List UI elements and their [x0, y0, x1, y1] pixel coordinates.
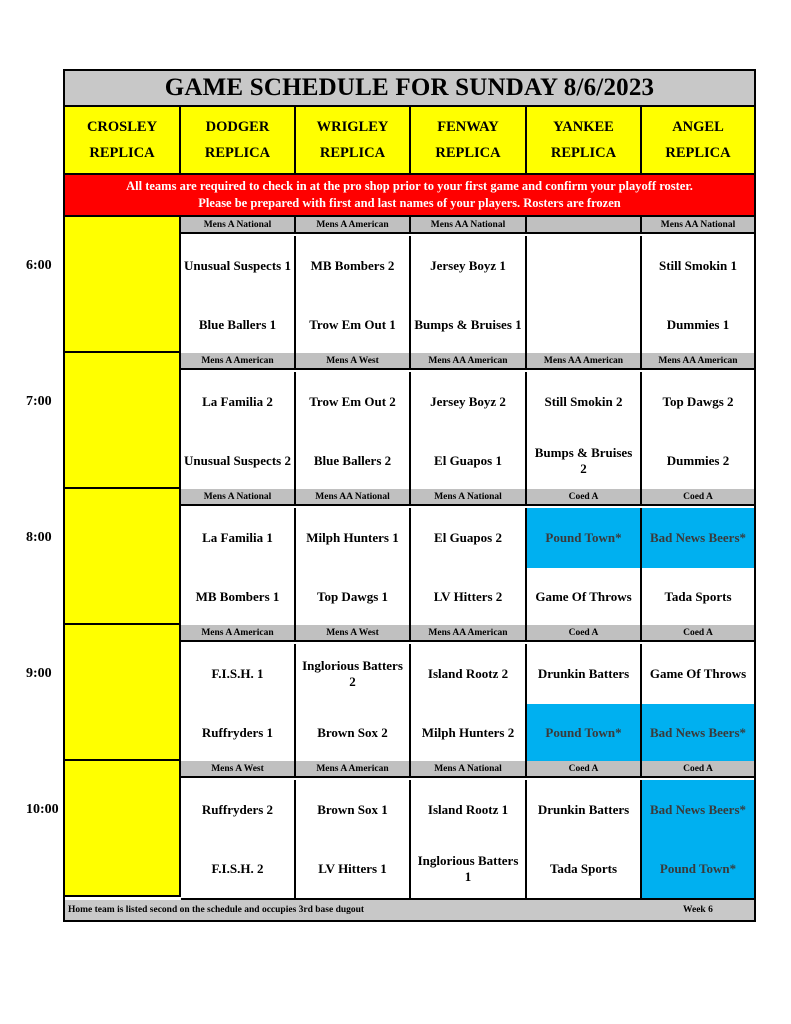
game-team-cell	[411, 372, 527, 432]
game-team-cell	[642, 704, 754, 764]
division-label: Coed A	[642, 625, 754, 642]
game-team-cell	[181, 508, 296, 568]
team-name: F.I.S.H. 1	[211, 666, 264, 681]
game-team-cell	[181, 296, 296, 356]
team-name: LV Hitters 1	[318, 861, 387, 876]
team-name: Jersey Boyz 2	[430, 394, 506, 409]
game-team-cell	[411, 508, 527, 568]
game-team-cell	[527, 644, 642, 704]
team-name: Inglorious Batters 1	[417, 853, 519, 884]
division-label: Mens A National	[411, 489, 527, 506]
game-team-cell	[296, 432, 411, 492]
team-name: El Guapos 2	[434, 530, 502, 545]
field-header-angel	[642, 107, 754, 175]
game-team-cell	[527, 296, 642, 356]
game-team-cell	[411, 704, 527, 764]
game-team-cell	[411, 780, 527, 840]
division-label: Mens A National	[411, 761, 527, 778]
team-name: Drunkin Batters	[537, 666, 630, 681]
time-slot-block	[65, 353, 181, 489]
team-name: Pound Town*	[545, 530, 622, 545]
game-team-cell	[181, 840, 296, 900]
game-team-cell	[411, 432, 527, 492]
notice-line-2: Please be prepared with first and last names of your players. Rosters are frozen	[198, 196, 621, 210]
division-label: Mens A American	[296, 761, 411, 778]
team-name: MB Bombers 2	[310, 258, 395, 273]
game-team-cell	[181, 432, 296, 492]
time-slot-block	[65, 625, 181, 761]
division-label: Mens AA National	[411, 217, 527, 234]
footer-bar	[65, 900, 754, 920]
division-label: Coed A	[642, 761, 754, 778]
page-title: GAME SCHEDULE FOR SUNDAY 8/6/2023	[65, 71, 754, 107]
schedule-sheet	[63, 69, 756, 922]
team-name: Game Of Throws	[649, 666, 747, 681]
team-name: La Familia 1	[202, 530, 273, 545]
team-name: Tada Sports	[549, 861, 618, 876]
team-name: Top Dawgs 2	[662, 394, 734, 409]
division-label: Mens AA American	[642, 353, 754, 370]
field-name: DODGER	[205, 119, 270, 135]
game-team-cell	[181, 236, 296, 296]
game-team-cell	[642, 236, 754, 296]
team-name: Dummies 1	[666, 317, 730, 332]
game-team-cell	[411, 644, 527, 704]
team-name: Still Smokin 1	[658, 258, 738, 273]
team-name: Brown Sox 1	[317, 802, 388, 817]
time-slot-block	[65, 489, 181, 625]
game-team-cell	[527, 840, 642, 900]
game-team-cell	[296, 236, 411, 296]
game-team-cell	[411, 296, 527, 356]
home-team-note: Home team is listed second on the schedule and occupies 3rd base dugout	[68, 905, 365, 915]
field-subtitle: REPLICA	[550, 145, 617, 161]
team-name: Trow Em Out 1	[309, 317, 396, 332]
team-name: Trow Em Out 2	[309, 394, 396, 409]
team-name: Island Rootz 1	[427, 802, 509, 817]
game-team-cell	[642, 508, 754, 568]
team-name: Milph Hunters 1	[306, 530, 399, 545]
game-team-cell	[296, 372, 411, 432]
division-label: Mens AA American	[411, 625, 527, 642]
field-name: CROSLEY	[86, 119, 158, 135]
game-team-cell	[411, 236, 527, 296]
game-team-cell	[181, 780, 296, 840]
check-in-notice	[65, 175, 754, 217]
game-team-cell	[527, 704, 642, 764]
game-team-cell	[296, 704, 411, 764]
field-subtitle: REPLICA	[435, 145, 501, 161]
team-name: Bad News Beers*	[649, 802, 747, 817]
division-label: Mens A National	[181, 217, 296, 234]
team-name: Still Smokin 2	[544, 394, 623, 409]
team-name: Jersey Boyz 1	[430, 258, 506, 273]
division-label: Mens A West	[296, 625, 411, 642]
field-name: ANGEL	[672, 119, 724, 135]
game-team-cell	[527, 508, 642, 568]
team-name: Drunkin Batters	[537, 802, 630, 817]
field-header-dodger	[181, 107, 296, 175]
division-label: Coed A	[527, 761, 642, 778]
team-name: El Guapos 1	[434, 453, 502, 468]
game-team-cell	[527, 432, 642, 492]
division-label: Coed A	[527, 625, 642, 642]
division-label: Mens AA National	[642, 217, 754, 234]
division-label	[527, 217, 642, 234]
team-name: Dummies 2	[666, 453, 730, 468]
team-name: F.I.S.H. 2	[211, 861, 264, 876]
game-team-cell	[527, 236, 642, 296]
team-name: Tada Sports	[664, 589, 732, 604]
game-team-cell	[642, 296, 754, 356]
game-team-cell	[296, 568, 411, 628]
field-name: WRIGLEY	[316, 119, 389, 135]
field-name: FENWAY	[437, 119, 499, 135]
team-name: Brown Sox 2	[317, 725, 388, 740]
field-header-crosley	[65, 107, 181, 175]
field-name: YANKEE	[553, 119, 614, 135]
team-name: Unusual Suspects 1	[184, 258, 291, 273]
field-subtitle: REPLICA	[204, 145, 271, 161]
game-team-cell	[411, 568, 527, 628]
team-name: La Familia 2	[202, 394, 273, 409]
division-label: Mens A American	[181, 353, 296, 370]
field-subtitle: REPLICA	[665, 145, 731, 161]
team-name: Pound Town*	[659, 861, 737, 876]
time-label: 6:00	[26, 258, 52, 273]
division-label: Mens AA National	[296, 489, 411, 506]
division-label: Mens A West	[181, 761, 296, 778]
game-team-cell	[181, 568, 296, 628]
team-name: Milph Hunters 2	[421, 725, 515, 740]
division-label: Coed A	[642, 489, 754, 506]
game-team-cell	[527, 372, 642, 432]
game-team-cell	[527, 568, 642, 628]
team-name: Game Of Throws	[535, 589, 632, 604]
field-header-yankee	[527, 107, 642, 175]
field-header-wrigley	[296, 107, 411, 175]
field-subtitle: REPLICA	[89, 145, 155, 161]
team-name: Blue Ballers 2	[313, 453, 392, 468]
team-name: Bad News Beers*	[649, 530, 747, 545]
field-subtitle: REPLICA	[319, 145, 386, 161]
team-name: Unusual Suspects 2	[184, 453, 291, 468]
game-team-cell	[642, 780, 754, 840]
game-team-cell	[642, 372, 754, 432]
team-name: Bumps & Bruises 2	[534, 445, 633, 476]
division-label: Mens AA American	[411, 353, 527, 370]
game-team-cell	[642, 840, 754, 900]
week-label: Week 6	[683, 905, 713, 915]
game-team-cell	[296, 644, 411, 704]
division-label: Coed A	[527, 489, 642, 506]
time-label: 9:00	[26, 666, 52, 681]
game-team-cell	[296, 780, 411, 840]
team-name: Bad News Beers*	[649, 725, 747, 740]
team-name: Bumps & Bruises 1	[414, 317, 522, 332]
game-team-cell	[642, 644, 754, 704]
game-team-cell	[181, 704, 296, 764]
division-label: Mens A American	[181, 625, 296, 642]
team-name: Top Dawgs 1	[316, 589, 389, 604]
time-slot-block	[65, 761, 181, 897]
time-slot-block	[65, 217, 181, 353]
division-label: Mens AA American	[527, 353, 642, 370]
notice-line-1: All teams are required to check in at the pro shop prior to your first game and confirm your playoff roster.	[126, 179, 693, 193]
team-name: Island Rootz 2	[427, 666, 509, 681]
team-name: Ruffryders 1	[201, 725, 274, 740]
game-team-cell	[642, 432, 754, 492]
time-label: 8:00	[26, 530, 52, 545]
division-label: Mens A West	[296, 353, 411, 370]
game-team-cell	[527, 780, 642, 840]
team-name: Pound Town*	[545, 725, 622, 740]
game-team-cell	[411, 840, 527, 900]
division-label: Mens A National	[181, 489, 296, 506]
team-name: LV Hitters 2	[433, 589, 503, 604]
game-team-cell	[296, 508, 411, 568]
time-label: 10:00	[26, 802, 59, 817]
game-team-cell	[181, 372, 296, 432]
game-team-cell	[296, 840, 411, 900]
team-name: Inglorious Batters 2	[302, 658, 403, 689]
team-name: Ruffryders 2	[201, 802, 274, 817]
team-name: MB Bombers 1	[195, 589, 280, 604]
team-name: Blue Ballers 1	[198, 317, 277, 332]
game-team-cell	[642, 568, 754, 628]
division-label: Mens A American	[296, 217, 411, 234]
game-team-cell	[296, 296, 411, 356]
field-header-fenway	[411, 107, 527, 175]
game-team-cell	[181, 644, 296, 704]
time-label: 7:00	[26, 394, 52, 409]
